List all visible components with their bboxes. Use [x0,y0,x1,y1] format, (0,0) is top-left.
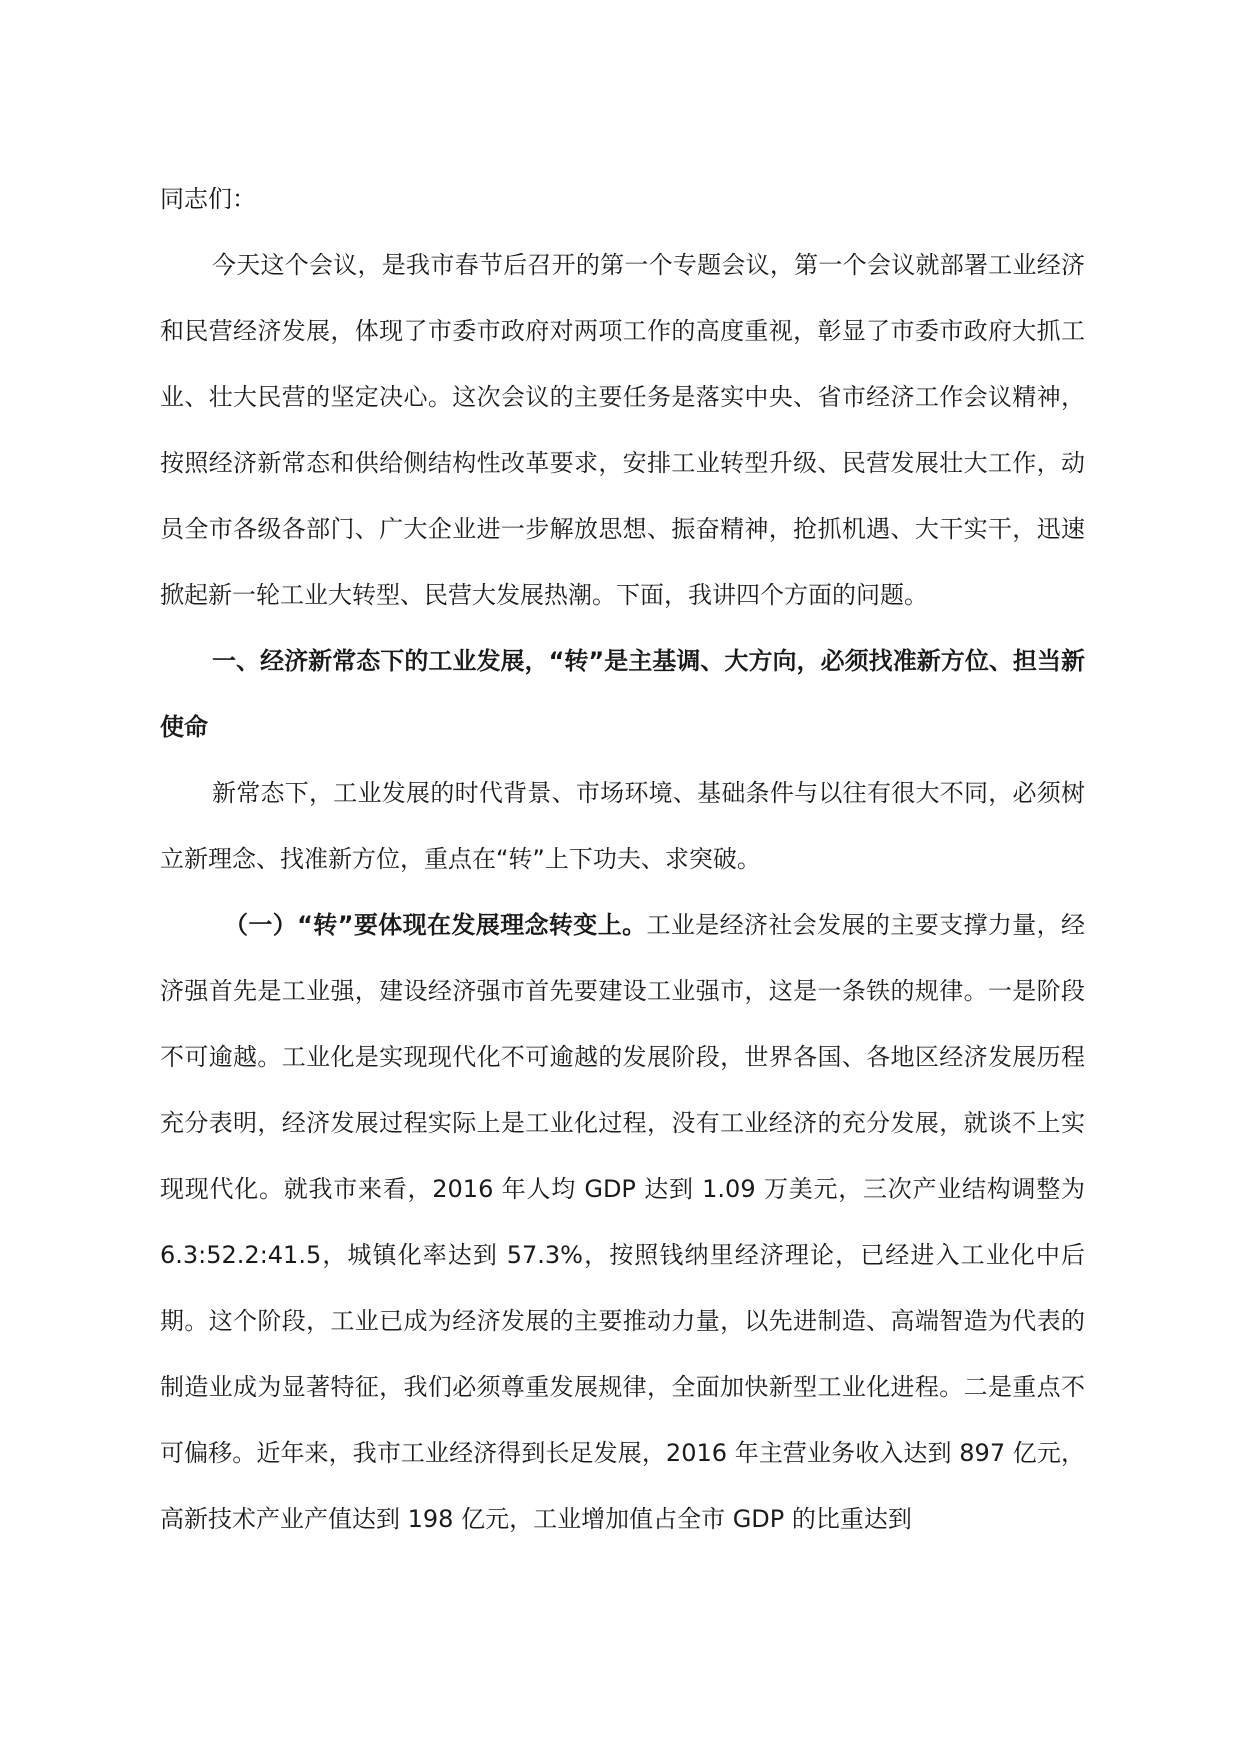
section-heading: 一、经济新常态下的工业发展，“转”是主基调、大方向，必须找准新方位、担当新使命 [160,647,1085,741]
paragraph-intro: 今天这个会议，是我市春节后召开的第一个专题会议，第一个会议就部署工业经济和民营经济发展，体现了市委市政府对两项工作的高度重视，彰显了市委市政府大抓工业、壮大民营的坚定决心。这次会议的主要任务是落实中央、省市经济工作会议精神，按照经济新常态和供给侧结构性改革要求，安排工业转型升级、民营发展壮大工作，动员全市各级各部门、广大企业进一步解放思想、振奋精神，抢抓机遇、大干实干，迅速掀起新一轮工业大转型、民营大发展热潮。下面，我讲四个方面的问题。 [160,251,1085,609]
document-body [160,166,1085,1552]
subsection-paragraph [160,892,1085,1552]
subsection-lead: （一）“转”要体现在发展理念转变上。 [224,911,647,939]
paragraph-new-normal: 新常态下，工业发展的时代背景、市场环境、基础条件与以往有很大不同，必须树立新理念、找准新方位，重点在“转”上下功夫、求突破。 [160,779,1085,873]
salutation: 同志们： [160,185,256,213]
subsection-text: 工业是经济社会发展的主要支撑力量，经济强首先是工业强，建设经济强市首先要建设工业强市，这是一条铁的规律。一是阶段不可逾越。工业化是实现现代化不可逾越的发展阶段，世界各国、各地区经济发展历程充分表明，经济发展过程实际上是工业化过程，没有工业经济的充分发展，就谈不上实现现代化。就我市来看，2016 年人均 GDP 达到 1.09 万美元，三次产业结构调整为 6.3:52.2:41.5，城镇化率达到 57.3%，按照钱纳里经济理论，已经进入工业化中后期。这个阶段，工业已成为经济发展的主要推动力量，以先进制造、高端智造为代表的制造业成为显著特征，我们必须尊重发展规律，全面加快新型工业化进程。二是重点不可偏移。近年来，我市工业经济得到长足发展，2016 年主营业务收入达到 897 亿元，高新技术产业产值达到 198 亿元，工业增加值占全市 GDP 的比重达到 [160,911,1086,1533]
